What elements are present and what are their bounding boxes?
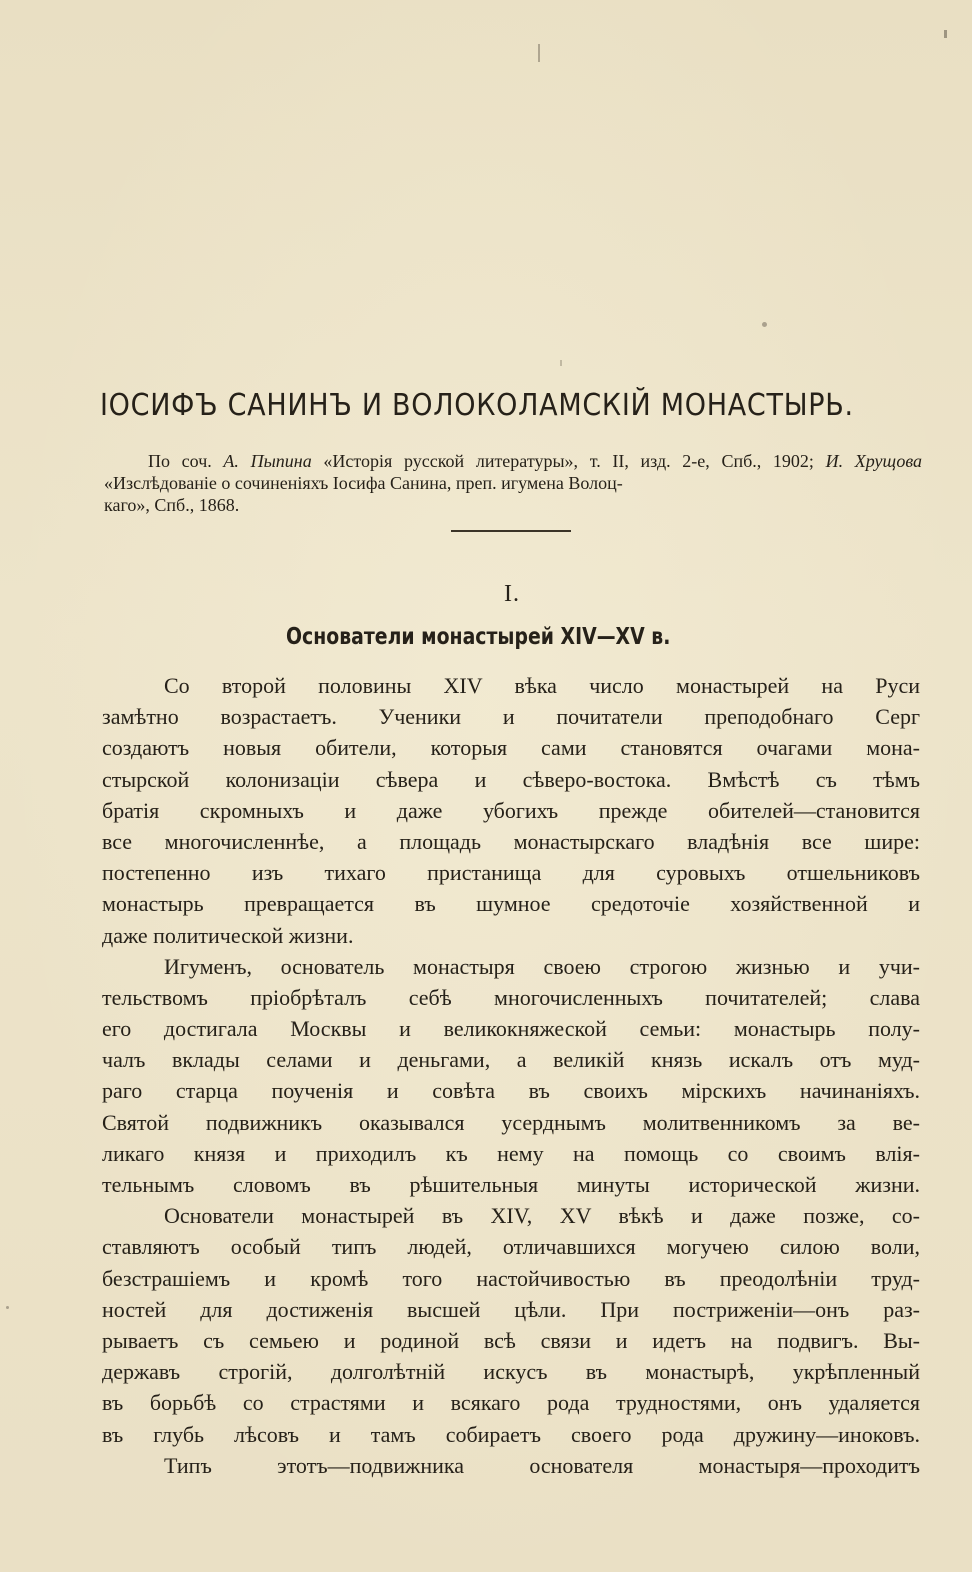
- source-intro: По соч.: [148, 451, 212, 471]
- source-note: [104, 450, 922, 516]
- print-mark: [6, 1306, 9, 1309]
- print-mark: [560, 360, 562, 366]
- text-line: чалъ вклады селами и деньгами, а великій князь искалъ отъ муд-: [102, 1047, 920, 1073]
- text-line: братія скромныхъ и даже убогихъ прежде обителей—становится: [102, 797, 920, 823]
- source-work-2a: «Изслѣдованіе о сочиненіяхъ Іосифа Санина, преп. игумена Волоц-: [104, 473, 623, 493]
- text-line: Основатели монастырей въ XIV, XV вѣкѣ и даже позже, со-: [164, 1203, 920, 1229]
- source-line-1: [104, 450, 922, 494]
- text-line: Со второй половины XIV вѣка число монастырей на Руси: [164, 673, 920, 698]
- text-line: Святой подвижникъ оказывался усерднымъ молитвенникомъ за ве-: [102, 1109, 920, 1135]
- text-line: замѣтно возрастаетъ. Ученики и почитатели преподобнаго Серг: [102, 704, 920, 730]
- section-divider: [451, 530, 571, 532]
- source-author-2: И. Хрущова: [825, 451, 923, 471]
- text-line: рываетъ съ семьею и родиной всѣ связи и идетъ на подвигъ. Вы-: [102, 1327, 920, 1353]
- text-line: даже политической жизни.: [102, 922, 354, 948]
- text-line: его достигала Москвы и великокняжеской семьи: монастырь полу-: [102, 1016, 920, 1042]
- source-work-1: «Исторія русской литературы», т. II, изд. 2-е, Спб., 1902;: [323, 451, 814, 471]
- text-line: въ борьбѣ со страстями и всякаго рода трудностями, онъ удаляется: [102, 1390, 920, 1416]
- text-line: ликаго князя и приходилъ къ нему на помощь со своимъ влія-: [102, 1140, 920, 1166]
- text-line: создаютъ новыя обители, которыя сами становятся очагами мона-: [102, 735, 920, 761]
- text-line: тельнымъ словомъ въ рѣшительныя минуты исторической жизни.: [102, 1172, 920, 1197]
- section-number: I.: [504, 581, 520, 607]
- text-line: Игуменъ, основатель монастыря своею строгою жизнью и учи-: [164, 953, 920, 979]
- text-line: все многочисленнѣе, а площадь монастырскаго владѣнія все шире:: [102, 828, 920, 854]
- text-line: ностей для достиженія высшей цѣли. При постриженіи—онъ раз-: [102, 1296, 920, 1322]
- text-line: стырской колонизаціи сѣвера и сѣверо-востока. Вмѣстѣ съ тѣмъ: [102, 766, 920, 792]
- text-line: монастырь превращается въ шумное средоточіе хозяйственной и: [102, 891, 920, 917]
- source-line-3: [104, 494, 922, 516]
- source-work-2b: каго», Спб., 1868.: [104, 495, 240, 515]
- text-line: въ глубь лѣсовъ и тамъ собираетъ своего рода дружину—иноковъ.: [102, 1421, 920, 1447]
- text-line: Типъ этотъ—подвижника основателя монастыря—проходитъ: [164, 1452, 920, 1478]
- print-mark: [538, 44, 540, 62]
- text-line: постепенно изъ тихаго пристанища для суровыхъ отшельниковъ: [102, 860, 920, 886]
- text-line: державъ строгій, долголѣтній искусъ въ монастырѣ, укрѣпленный: [102, 1359, 920, 1385]
- print-mark: [762, 322, 767, 327]
- section-heading: Основатели монастырей XIV—XV в.: [286, 624, 671, 650]
- text-line: ставляютъ особый типъ людей, отличавшихся могучею силою воли,: [102, 1234, 920, 1260]
- text-line: тельствомъ пріобрѣталъ себѣ многочисленныхъ почитателей; слава: [102, 984, 920, 1010]
- article-title: ІОСИФЪ САНИНЪ И ВОЛОКОЛАМСКІЙ МОНАСТЫРЬ.: [100, 388, 854, 423]
- body-text: [102, 670, 920, 1481]
- text-line: безстрашіемъ и кромѣ того настойчивостью въ преодолѣніи труд-: [102, 1265, 920, 1291]
- source-author-1: А. Пыпина: [223, 451, 312, 471]
- text-line: раго старца поученія и совѣта въ своихъ мірскихъ начинаніяхъ.: [102, 1078, 920, 1104]
- print-mark: [944, 30, 947, 38]
